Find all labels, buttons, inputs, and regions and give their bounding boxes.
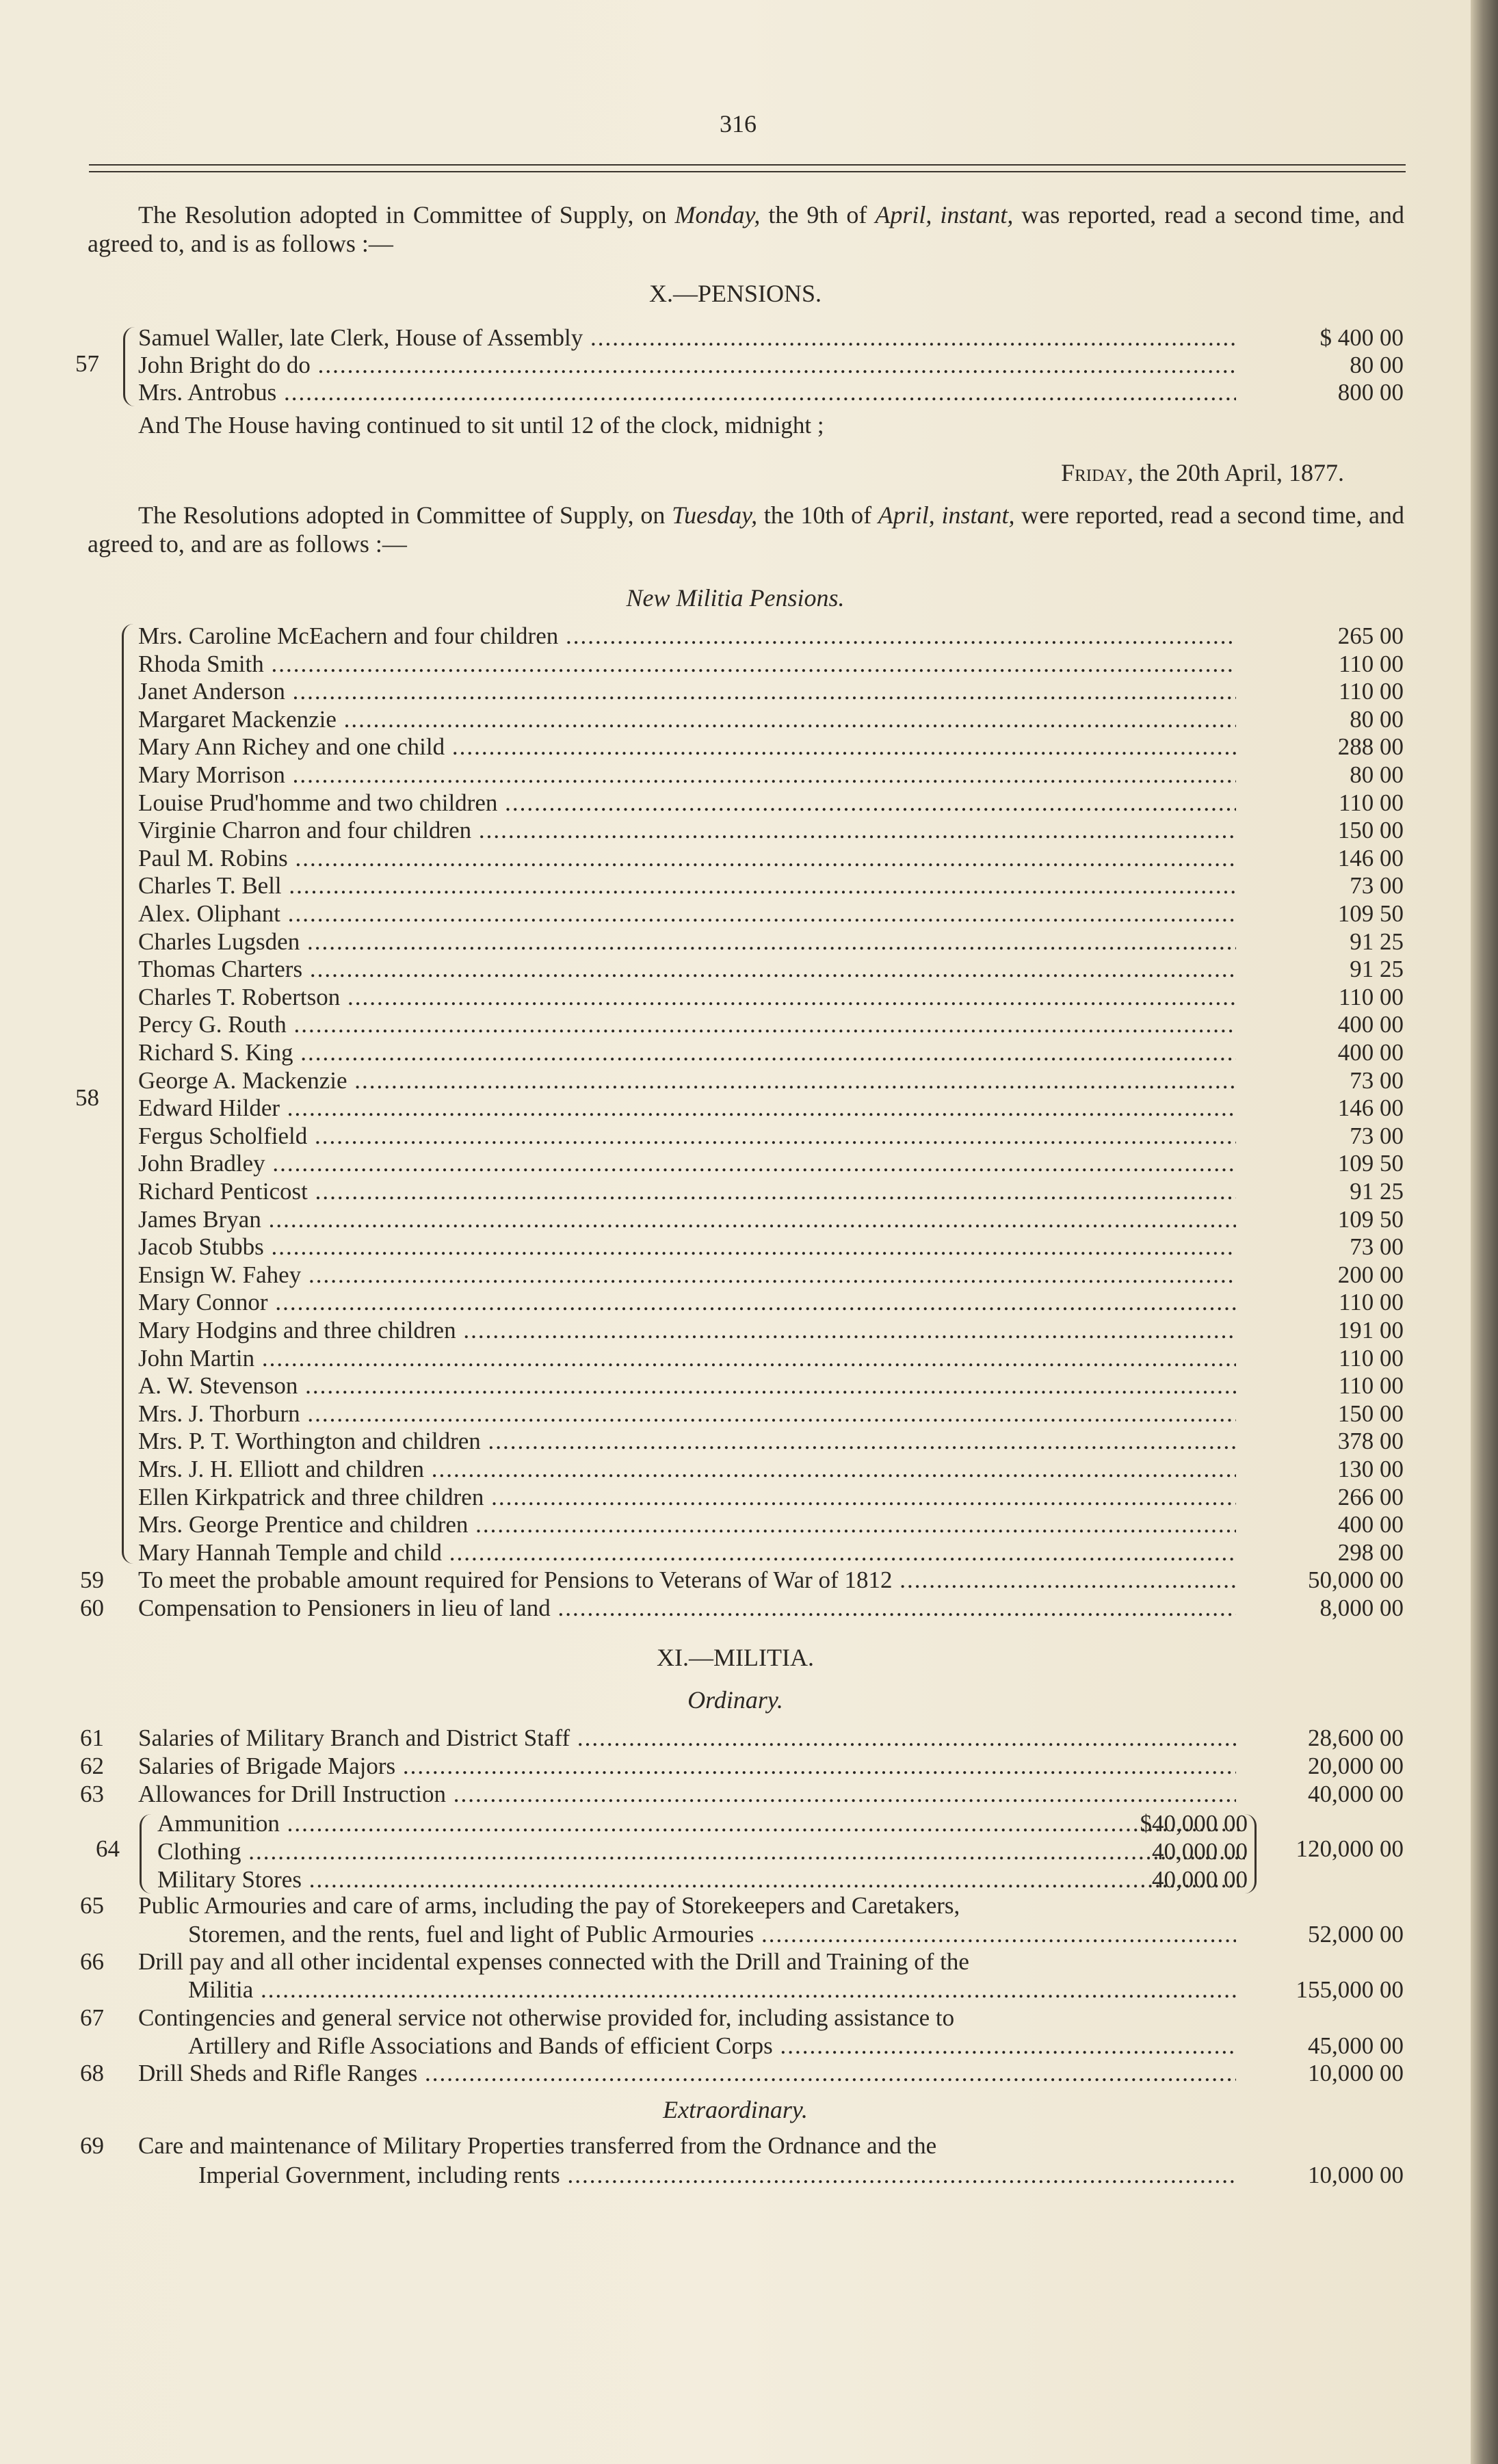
item-amount: 400 00 xyxy=(1337,1511,1404,1538)
item-description: Rhoda Smith ..... xyxy=(138,651,1236,678)
pension-item-row xyxy=(0,1567,1471,1594)
item-amount: 80 00 xyxy=(1350,705,1404,733)
item-amount: 40,000 00 xyxy=(1308,1781,1404,1807)
militia-pension-row xyxy=(0,1428,1471,1455)
item-amount: 8,000 00 xyxy=(1319,1595,1404,1621)
item-description: Mrs. J. H. Elliott and children ..... xyxy=(138,1456,1236,1483)
item-description: Salaries of Brigade Majors ..... xyxy=(138,1753,1236,1780)
item-amount: 28,600 00 xyxy=(1308,1725,1404,1751)
item-66-text-2: Militia ..... xyxy=(188,1976,1236,2004)
intro-paragraph-2 xyxy=(88,501,1404,558)
item-description: Ammunition ..... xyxy=(157,1810,1245,1837)
pension-row xyxy=(0,324,1471,352)
militia-pension-row xyxy=(0,1233,1471,1261)
militia-pension-row xyxy=(0,984,1471,1011)
item-description: Virginie Charron and four children ..... xyxy=(138,817,1236,844)
pension-row xyxy=(0,379,1471,406)
item-64-number: 64 xyxy=(96,1835,120,1862)
item-amount: 400 00 xyxy=(1337,1039,1404,1066)
item-amount: 73 00 xyxy=(1350,1066,1404,1094)
item-amount: 20,000 00 xyxy=(1308,1753,1404,1779)
item-description: Janet Anderson ..... xyxy=(138,678,1236,705)
item-amount: 40,000 00 xyxy=(1152,1838,1248,1865)
item-description: Mrs. P. T. Worthington and children ..... xyxy=(138,1428,1236,1455)
item-amount: 91 25 xyxy=(1350,928,1404,955)
house-sat-line: And The House having continued to sit until 12 of the clock, midnight ; xyxy=(138,412,824,438)
item-amount: 110 00 xyxy=(1339,789,1404,816)
intro-2-day: Tuesday, xyxy=(672,501,758,529)
militia-pension-row xyxy=(0,789,1471,817)
militia-pension-row xyxy=(0,1317,1471,1344)
item-description: Charles T. Robertson ..... xyxy=(138,984,1236,1011)
item-64-sub-row xyxy=(0,1810,1471,1837)
item-66-line-2 xyxy=(0,1976,1471,2004)
item-amount: 73 00 xyxy=(1350,1122,1404,1149)
intro-2-text-c: were reported, read a second time, and agreed to, and are as follows :— xyxy=(88,501,1404,558)
item-description: Salaries of Military Branch and District Staff ..... xyxy=(138,1725,1236,1752)
new-militia-pensions-heading: New Militia Pensions. xyxy=(626,584,845,612)
item-69-text-1: Care and maintenance of Military Properties transferred from the Ordnance and the xyxy=(138,2132,937,2159)
friday-dateline xyxy=(1061,458,1344,487)
item-description: Mary Hodgins and three children ..... xyxy=(138,1317,1236,1344)
militia-heading: XI.—MILITIA. xyxy=(657,1644,814,1671)
item-69-text-2: Imperial Government, including rents ..... xyxy=(198,2162,1236,2189)
page-number: 316 xyxy=(720,110,757,137)
item-69-amount: 10,000 00 xyxy=(1308,2162,1404,2188)
item-65-number: 65 xyxy=(80,1892,104,1919)
militia-pension-row xyxy=(0,1511,1471,1538)
item-description: Compensation to Pensioners in lieu of land ..... xyxy=(138,1595,1236,1622)
group-number-57: 57 xyxy=(75,350,99,377)
item-description: To meet the probable amount required for Pensions to Veterans of War of 1812 ..... xyxy=(138,1567,1236,1594)
militia-pension-row xyxy=(0,1178,1471,1205)
item-description: Mary Morrison ..... xyxy=(138,761,1236,789)
item-65-text-1: Public Armouries and care of arms, including the pay of Storekeepers and Caretakers, xyxy=(138,1892,960,1919)
item-68-amount: 10,000 00 xyxy=(1308,2060,1404,2086)
item-description: Military Stores ..... xyxy=(157,1866,1245,1893)
item-description: John Bright do do ..... xyxy=(138,352,1236,379)
item-65-line-2 xyxy=(0,1921,1471,1948)
militia-pension-row xyxy=(0,900,1471,928)
item-69-line-2 xyxy=(0,2162,1471,2189)
militia-pension-row xyxy=(0,1011,1471,1038)
militia-pension-row xyxy=(0,1456,1471,1483)
item-66-text-1: Drill pay and all other incidental expenses connected with the Drill and Training of the xyxy=(138,1948,969,1975)
item-amount: 110 00 xyxy=(1339,678,1404,705)
militia-pension-row xyxy=(0,1206,1471,1233)
item-amount: 288 00 xyxy=(1337,733,1404,761)
item-amount: 109 50 xyxy=(1337,900,1404,927)
item-description: Clothing ..... xyxy=(157,1838,1245,1865)
item-amount: 91 25 xyxy=(1350,956,1404,983)
intro-2-text-a: The Resolutions adopted in Committee of Supply, on xyxy=(138,501,672,529)
militia-pension-row xyxy=(0,1345,1471,1372)
item-description: James Bryan ..... xyxy=(138,1206,1236,1233)
item-description: Mary Hannah Temple and child ..... xyxy=(138,1539,1236,1567)
item-description: Ellen Kirkpatrick and three children ..... xyxy=(138,1484,1236,1511)
intro-1-text-b: the 9th of xyxy=(760,201,876,228)
item-66-amount: 155,000 00 xyxy=(1296,1976,1404,2003)
item-amount: 73 00 xyxy=(1350,872,1404,900)
militia-item-row xyxy=(0,1753,1471,1780)
item-amount: 80 00 xyxy=(1350,761,1404,788)
item-description: Percy G. Routh ..... xyxy=(138,1011,1236,1038)
item-65-line-1 xyxy=(0,1892,1471,1919)
item-67-amount: 45,000 00 xyxy=(1308,2032,1404,2059)
item-amount: $40,000 00 xyxy=(1140,1810,1248,1837)
item-amount: 200 00 xyxy=(1337,1261,1404,1288)
intro-1-month: April, instant, xyxy=(875,201,1014,228)
item-66-number: 66 xyxy=(80,1948,104,1975)
item-description: Mary Ann Richey and one child ..... xyxy=(138,733,1236,761)
header-rule xyxy=(89,164,1406,166)
militia-pension-row xyxy=(0,956,1471,983)
item-number: 61 xyxy=(80,1725,104,1751)
item-68-row xyxy=(0,2060,1471,2087)
intro-2-month: April, instant, xyxy=(878,501,1015,529)
item-67-text-1: Contingencies and general service not otherwise provided for, including assistance to xyxy=(138,2004,955,2031)
item-69-number: 69 xyxy=(80,2132,104,2159)
item-amount: 110 00 xyxy=(1339,650,1404,677)
militia-pension-row xyxy=(0,622,1471,650)
item-description: John Bradley ..... xyxy=(138,1150,1236,1177)
militia-pension-row xyxy=(0,1289,1471,1316)
item-65-text-2: Storemen, and the rents, fuel and light of Public Armouries ..... xyxy=(188,1921,1236,1948)
item-description: Samuel Waller, late Clerk, House of Assembly ..... xyxy=(138,324,1236,352)
militia-pension-row xyxy=(0,845,1471,872)
item-description: Alex. Oliphant ..... xyxy=(138,900,1236,928)
item-amount: 80 00 xyxy=(1350,352,1404,378)
militia-pension-row xyxy=(0,761,1471,789)
item-67-text-2: Artillery and Rifle Associations and Bands of efficient Corps ..... xyxy=(188,2032,1236,2060)
item-description: Richard S. King ..... xyxy=(138,1039,1236,1066)
item-description: Louise Prud'homme and two children ..... xyxy=(138,789,1236,817)
item-amount: 400 00 xyxy=(1337,1011,1404,1038)
item-64-sub-row xyxy=(0,1866,1471,1893)
item-67-line-2 xyxy=(0,2032,1471,2060)
item-description: Mary Connor ..... xyxy=(138,1289,1236,1316)
militia-pension-row xyxy=(0,651,1471,678)
item-description: Richard Penticost ..... xyxy=(138,1178,1236,1205)
militia-pension-row xyxy=(0,1400,1471,1428)
militia-pension-row xyxy=(0,678,1471,705)
item-amount: 109 50 xyxy=(1337,1150,1404,1177)
militia-pension-row xyxy=(0,1261,1471,1289)
item-description: Ensign W. Fahey ..... xyxy=(138,1261,1236,1289)
item-amount: 266 00 xyxy=(1337,1483,1404,1510)
header-rule-2 xyxy=(89,171,1406,172)
item-description: A. W. Stevenson ..... xyxy=(138,1372,1236,1400)
item-number: 60 xyxy=(80,1595,104,1621)
item-number: 63 xyxy=(80,1781,104,1807)
item-amount: 265 00 xyxy=(1337,622,1404,649)
group-number-58: 58 xyxy=(75,1084,99,1111)
pension-item-row xyxy=(0,1595,1471,1622)
militia-pension-row xyxy=(0,1484,1471,1511)
friday-day: Friday, xyxy=(1061,459,1133,486)
item-amount: 298 00 xyxy=(1337,1538,1404,1566)
militia-pension-row xyxy=(0,1372,1471,1400)
militia-item-row xyxy=(0,1725,1471,1752)
item-description: Fergus Scholfield ..... xyxy=(138,1123,1236,1150)
ordinary-heading: Ordinary. xyxy=(687,1686,783,1714)
item-69-line-1 xyxy=(0,2132,1471,2160)
item-amount: 110 00 xyxy=(1339,1289,1404,1316)
item-description: Jacob Stubbs ..... xyxy=(138,1233,1236,1261)
item-amount: 130 00 xyxy=(1337,1456,1404,1482)
item-description: George A. Mackenzie ..... xyxy=(138,1067,1236,1095)
militia-pension-row xyxy=(0,733,1471,761)
item-description: Edward Hilder ..... xyxy=(138,1095,1236,1122)
intro-1-day: Monday, xyxy=(674,201,761,228)
militia-pension-row xyxy=(0,706,1471,733)
item-amount: 378 00 xyxy=(1337,1428,1404,1455)
intro-1-text-a: The Resolution adopted in Committee of Supply, on xyxy=(138,201,675,228)
item-amount: 800 00 xyxy=(1337,379,1404,406)
item-amount: 146 00 xyxy=(1337,844,1404,871)
item-64-total: 120,000 00 xyxy=(1296,1835,1404,1862)
item-66-line-1 xyxy=(0,1948,1471,1976)
militia-pension-row xyxy=(0,817,1471,844)
militia-pension-row xyxy=(0,1539,1471,1567)
item-description: Mrs. Caroline McEachern and four children ..... xyxy=(138,622,1236,650)
friday-date: the 20th April, 1877. xyxy=(1133,459,1344,486)
item-amount: 50,000 00 xyxy=(1308,1567,1404,1593)
militia-pension-row xyxy=(0,1150,1471,1177)
item-amount: 150 00 xyxy=(1337,1400,1404,1427)
militia-pension-row xyxy=(0,928,1471,956)
item-amount: 110 00 xyxy=(1339,1372,1404,1400)
item-67-number: 67 xyxy=(80,2004,104,2031)
item-64-sub-row xyxy=(0,1838,1471,1865)
pensions-heading: X.—PENSIONS. xyxy=(648,280,822,307)
extraordinary-heading: Extraordinary. xyxy=(663,2096,808,2123)
item-amount: 91 25 xyxy=(1350,1178,1404,1205)
militia-pension-row xyxy=(0,872,1471,900)
militia-pension-row xyxy=(0,1039,1471,1066)
item-65-amount: 52,000 00 xyxy=(1308,1921,1404,1948)
item-amount: 109 50 xyxy=(1337,1205,1404,1233)
item-description: Mrs. George Prentice and children ..... xyxy=(138,1511,1236,1538)
militia-pension-row xyxy=(0,1067,1471,1095)
item-description: Charles T. Bell ..... xyxy=(138,872,1236,900)
item-description: Charles Lugsden ..... xyxy=(138,928,1236,956)
item-amount: $ 400 00 xyxy=(1319,324,1404,351)
militia-pension-row xyxy=(0,1095,1471,1122)
militia-pension-row xyxy=(0,1123,1471,1150)
item-67-line-1 xyxy=(0,2004,1471,2032)
item-amount: 40,000 00 xyxy=(1152,1866,1248,1893)
item-amount: 150 00 xyxy=(1337,817,1404,844)
item-number: 62 xyxy=(80,1753,104,1779)
item-description: Mrs. J. Thorburn ..... xyxy=(138,1400,1236,1428)
item-description: Margaret Mackenzie ..... xyxy=(138,706,1236,733)
binding-edge xyxy=(1471,0,1498,2464)
intro-2-text-b: the 10th of xyxy=(757,501,878,529)
item-description: Thomas Charters ..... xyxy=(138,956,1236,983)
intro-paragraph-1 xyxy=(88,200,1404,258)
intro-1-text-c: was reported, read a second time, and agreed to, and is as follows :— xyxy=(88,201,1405,257)
item-amount: 110 00 xyxy=(1339,1344,1404,1372)
item-amount: 110 00 xyxy=(1339,983,1404,1010)
item-description: John Martin ..... xyxy=(138,1345,1236,1372)
item-description: Paul M. Robins ..... xyxy=(138,845,1236,872)
item-description: Mrs. Antrobus ..... xyxy=(138,379,1236,406)
item-amount: 73 00 xyxy=(1350,1233,1404,1261)
item-amount: 191 00 xyxy=(1337,1317,1404,1344)
item-amount: 146 00 xyxy=(1337,1095,1404,1122)
item-68-number: 68 xyxy=(80,2060,104,2086)
item-number: 59 xyxy=(80,1567,104,1593)
item-description: Allowances for Drill Instruction ..... xyxy=(138,1781,1236,1808)
militia-item-row xyxy=(0,1781,1471,1808)
item-68-text: Drill Sheds and Rifle Ranges ..... xyxy=(138,2060,1236,2087)
pension-row xyxy=(0,352,1471,379)
